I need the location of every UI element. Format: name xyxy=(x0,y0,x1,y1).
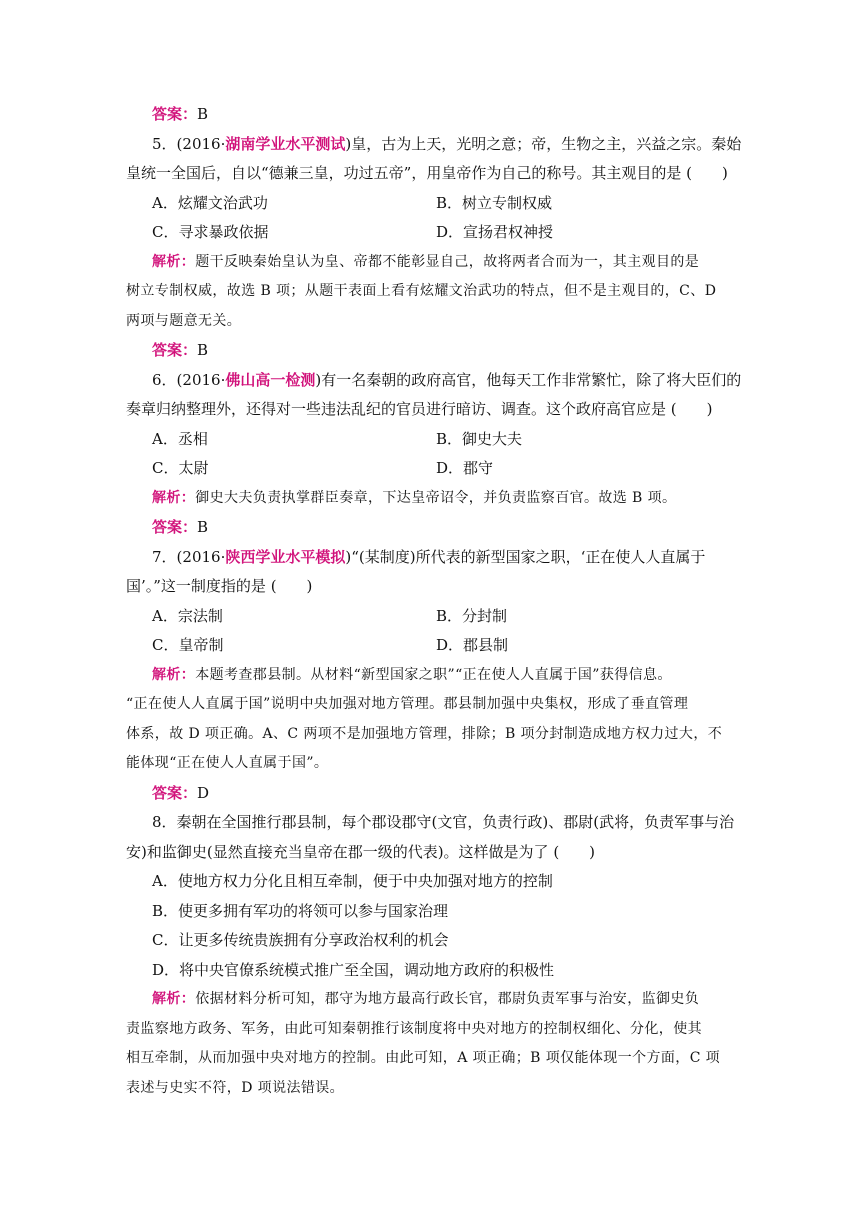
q7-stem-line1 xyxy=(152,547,764,567)
answer-label: 答案： xyxy=(152,341,198,359)
q8-explanation-line3: 相互牵制，从而加强中央对地方的控制。由此可知，A 项正确；B 项仅能体现一个方面，C 项 xyxy=(126,1050,721,1066)
answer-label: 答案： xyxy=(152,105,198,123)
q5-option-a: A．炫耀文治武功 xyxy=(152,194,268,212)
q7-explanation-line4: 能体现“正在使人人直属于国”。 xyxy=(126,755,329,771)
q7-explanation-line3: 体系，故 D 项正确。A、C 两项不是加强地方管理，排除；B 项分封制造成地方权力过大，不 xyxy=(126,726,723,742)
q8-option-d: D．将中央官僚系统模式推广至全国，调动地方政府的积极性 xyxy=(152,961,555,979)
q6-stem-line2: 奏章归纳整理外，还得对一些违法乱纪的官员进行暗访、调查。这个政府高官应是 ( ) xyxy=(126,400,713,418)
q7-explanation-line1 xyxy=(152,665,764,685)
q5-stem-line2: 皇统一全国后，自以“德兼三皇，功过五帝”，用皇帝作为自己的称号。其主观目的是 ( ) xyxy=(126,164,728,182)
q6-text-1: )有一名秦朝的政府高官，他每天工作非常繁忙，除了将大臣们的 xyxy=(315,371,742,389)
q5-text-1: )皇，古为上天，光明之意；帝，生物之主，兴益之宗。秦始 xyxy=(345,135,742,153)
q8-option-c: C．让更多传统贵族拥有分享政治权利的机会 xyxy=(152,931,449,949)
q8-explanation-line2: 责监察地方政务、军务，由此可知秦朝推行该制度将中央对地方的控制权细化、分化，使其 xyxy=(126,1021,702,1037)
q4-answer xyxy=(152,104,764,124)
q8-option-b: B．使更多拥有军功的将领可以参与国家治理 xyxy=(152,902,449,920)
q8-stem-line1: 8．秦朝在全国推行郡县制，每个郡设郡守(文官，负责行政)、郡尉(武将，负责军事与治 xyxy=(152,813,735,831)
q7-option-d: D．郡县制 xyxy=(436,636,509,654)
q5-exp-text-1: 题干反映秦始皇认为皇、帝都不能彰显自己，故将两者合而为一，其主观目的是 xyxy=(195,254,700,270)
q6-option-b: B．御史大夫 xyxy=(436,430,523,448)
answer-label: 答案： xyxy=(152,784,198,802)
q5-explanation-line1 xyxy=(152,252,764,272)
q5-answer xyxy=(152,340,764,360)
q6-answer xyxy=(152,517,764,537)
q8-stem-line2: 安)和监御史(显然直接充当皇帝在郡一级的代表)。这样做是为了 ( ) xyxy=(126,843,596,861)
question-source: 佛山高一检测 xyxy=(225,371,316,389)
q8-exp-text-1: 依据材料分析可知，郡守为地方最高行政长官，郡尉负责军事与治安，监御史负 xyxy=(195,991,700,1007)
q8-explanation-line4: 表述与史实不符，D 项说法错误。 xyxy=(126,1080,345,1096)
question-number: 5．(2016· xyxy=(152,135,226,153)
q6-option-d: D．郡守 xyxy=(436,459,494,477)
q8-explanation-line1 xyxy=(152,989,764,1009)
q7-explanation-line2: “正在使人人直属于国”说明中央加强对地方管理。郡县制加强中央集权，形成了垂直管理 xyxy=(126,696,689,712)
q5-option-c: C．寻求暴政依据 xyxy=(152,223,269,241)
q7-stem-line2: 国’。”这一制度指的是 ( ) xyxy=(126,577,313,595)
question-number: 7．(2016· xyxy=(152,548,226,566)
answer-value: B xyxy=(197,518,209,536)
q7-text-1: )“(某制度)所代表的新型国家之职，‘正在使人人直属于 xyxy=(345,548,706,566)
q5-stem-line1 xyxy=(152,134,764,154)
q7-option-c: C．皇帝制 xyxy=(152,636,224,654)
q6-explanation-line1 xyxy=(152,488,764,508)
q7-option-a: A．宗法制 xyxy=(152,607,223,625)
answer-value: D xyxy=(197,784,210,802)
explanation-label: 解析： xyxy=(152,254,196,270)
q6-option-a: A．丞相 xyxy=(152,430,208,448)
q7-exp-text-1: 本题考查郡县制。从材料“新型国家之职”“正在使人人直属于国”获得信息。 xyxy=(195,667,672,683)
question-number: 6．(2016· xyxy=(152,371,226,389)
explanation-label: 解析： xyxy=(152,667,196,683)
q6-exp-text-1: 御史大夫负责执掌群臣奏章，下达皇帝诏令，并负责监察百官。故选 B 项。 xyxy=(195,490,677,506)
q7-option-b: B．分封制 xyxy=(436,607,508,625)
q5-option-d: D．宣扬君权神授 xyxy=(436,223,554,241)
q5-option-b: B．树立专制权威 xyxy=(436,194,553,212)
answer-value: B xyxy=(197,341,209,359)
q6-option-c: C．太尉 xyxy=(152,459,209,477)
question-source: 湖南学业水平测试 xyxy=(225,135,346,153)
q7-answer xyxy=(152,783,764,803)
q6-stem-line1 xyxy=(152,370,764,390)
answer-value: B xyxy=(197,105,209,123)
q5-explanation-line3: 两项与题意无关。 xyxy=(126,313,242,329)
explanation-label: 解析： xyxy=(152,991,196,1007)
q5-explanation-line2: 树立专制权威，故选 B 项；从题干表面上看有炫耀文治武功的特点，但不是主观目的，C、D xyxy=(126,283,717,299)
question-source: 陕西学业水平模拟 xyxy=(225,548,346,566)
q8-option-a: A．使地方权力分化且相互牵制，便于中央加强对地方的控制 xyxy=(152,872,553,890)
explanation-label: 解析： xyxy=(152,490,196,506)
answer-label: 答案： xyxy=(152,518,198,536)
